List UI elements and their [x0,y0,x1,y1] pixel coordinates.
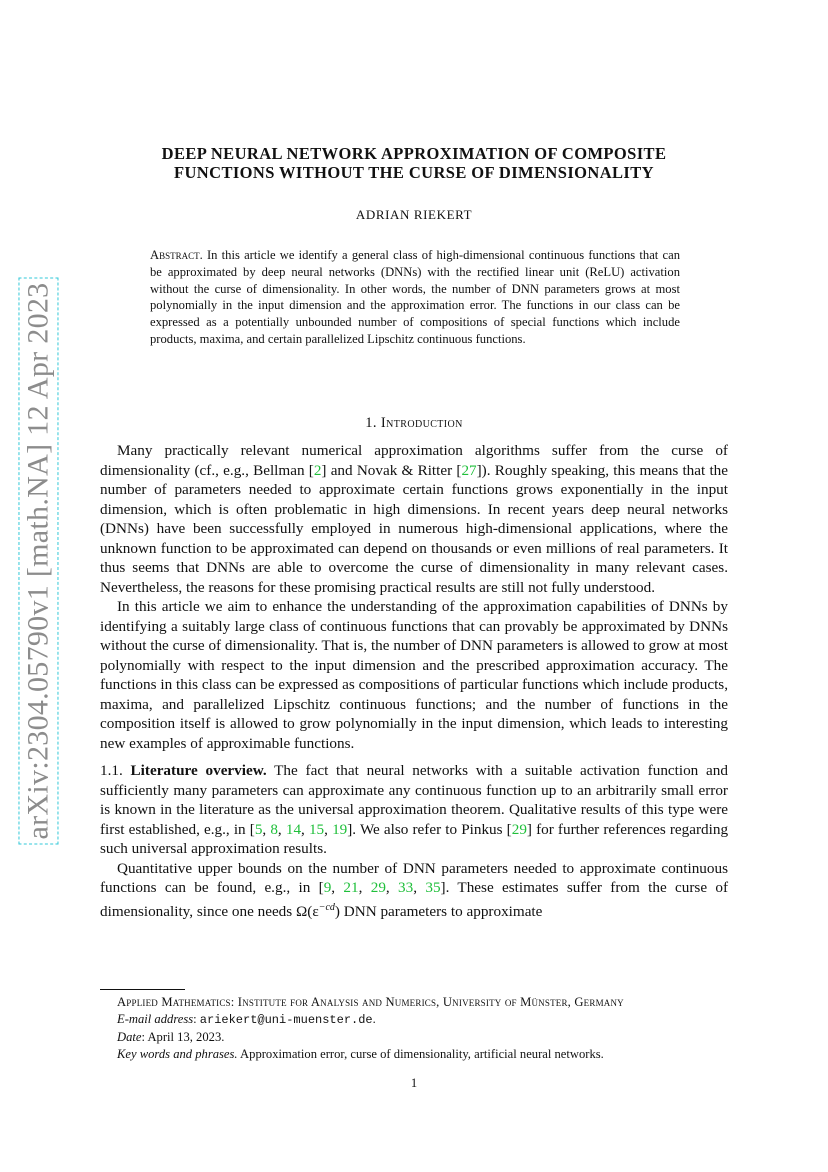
paragraph-4: Quantitative upper bounds on the number of DNN parameters needed to approximate continuous functions can be found, e.g., in [9, 21, 29, 33, 35]. These estimates suffer from the curse of dimensionality, since one needs $\Omega(\varepsilon^{-cd})$ DNN parameters to approximate [100,859,729,920]
footnote-date: Date: April 13, 2023. [117,1030,225,1044]
section-heading-introduction: 1. Introduction [365,415,463,431]
citation-link[interactable]: 35 [425,879,441,896]
text-span: ] and Novak & Ritter [ [321,461,462,479]
abstract [150,247,680,348]
footnote-affiliation: Applied Mathematics: Institute for Analysis and Numerics, University of Münster, Germany [117,995,624,1009]
citation-link[interactable]: 29 [370,879,386,896]
subsection-heading: Literature overview. [130,762,267,779]
email-address[interactable]: ariekert@uni-muenster.de [199,1013,373,1027]
body-text [100,441,728,921]
citation-link[interactable]: 27 [461,461,477,479]
text-span: ) DNN parameters to approximate [334,902,543,920]
citation-link[interactable]: 29 [511,820,527,838]
citation-link[interactable]: 21 [343,879,359,896]
citation-link[interactable]: 15 [308,820,325,838]
subsection-number: 1.1. [100,762,123,779]
abstract-label: Abstract. [150,248,203,262]
citation-link[interactable]: 2 [313,461,322,479]
text-span: Many practically relevant numerical approximation algorithms suffer from the curse of dimensionality (cf., e.g., Bellman [ [100,442,728,479]
text-span: ]). Roughly speaking, this means that the number of parameters needed to approximate certain functions grows exponentially in the input dimension, which is often problematic in high dimensions. In recent years deep neural networks (DNNs) have been successfully employed in numerous high-dimensional applications, where the unknown function to be approximated can depend on thousands or even millions of real parameters. It thus seems that DNNs are able to overcome the curse of dimensionality in many relevant cases. Nevertheless, the reasons for these promising practical results are still not fully understood. [100,461,728,596]
text-span: ]. We also refer to Pinkus [ [347,820,512,838]
citation-link[interactable]: 33 [398,879,414,896]
paper-title [100,144,728,182]
text-span: Quantitative upper bounds on the number of DNN parameters needed to approximate continuous functions can be found, e.g., in [ [100,859,728,896]
footnote-rule [100,989,185,990]
arxiv-stamp [18,282,58,839]
date-label: Date [117,1030,142,1044]
text-span: ] for further references regarding such universal approximation results. [100,820,729,857]
title-line-1: DEEP NEURAL NETWORK APPROXIMATION OF COMPOSITE [161,144,667,163]
math-exponent: −cd [318,901,335,913]
email-label: E-mail address [117,1012,194,1026]
page-number: 1 [410,1076,418,1090]
text-span: ]. These estimates suffer from the curse of dimensionality, since one needs Ω(ε [100,879,729,920]
arxiv-stamp-text[interactable]: arXiv:2304.05790v1 [math.NA] 12 Apr 2023 [21,282,54,839]
abstract-text: In this article we identify a general class of high-dimensional continuous functions that can be approximated by deep neural networks (DNNs) with the rectified linear unit (ReLU) activation without the curse of dimensionality. In other words, the number of DNN parameters grows at most polynomially in the input dimension and the approximation error. The functions in our class can be expressed as a potentially unbounded number of compositions of special functions which include products, maxima, and certain parallelized Lipschitz continuous functions. [150,248,680,346]
footnote-keywords [100,1046,728,1063]
keywords-value: Approximation error, curse of dimensionality, artificial neural networks. [240,1047,604,1061]
footnote-email: E-mail address: ariekert@uni-muenster.de. [117,1012,376,1027]
author: ADRIAN RIEKERT [355,207,473,222]
citation-link[interactable]: 5 [254,820,263,838]
citation-link[interactable]: 14 [285,820,302,838]
date-value: April 13, 2023. [147,1030,225,1044]
keywords-label: Key words and phrases. [117,1047,238,1061]
citation-link[interactable]: 19 [332,820,348,838]
title-line-2: FUNCTIONS WITHOUT THE CURSE OF DIMENSIONALITY [174,163,654,182]
subsection-literature-overview: 1.1. Literature overview. The fact that neural networks with a suitable activation function and sufficiently many parameters can approximate any continuous function up to an arbitrarily small error is known in the literature as the universal approximation theorem. Qualitative results of this type were first established, e.g., in [5, 8, 14, 15, 19]. We also refer to Pinkus [29] for further references regarding such universal approximation results. [100,762,729,857]
citation-link[interactable]: 9 [323,879,332,896]
paragraph-2: In this article we aim to enhance the understanding of the approximation capabilities of DNNs by identifying a suitably large class of continuous functions that can provably be approximated by DNNs without the curse of dimensionality. That is, the number of DNN parameters is allowed to grow at most polynomially with respect to the input dimension and the prescribed approximation accuracy. The functions in this class can be expressed as compositions of particular functions which include products, maxima, and parallelized Lipschitz continuous functions; and the number of functions in the composition itself is allowed to grow polynomially in the input dimension, which leads to interesting new examples of approximable functions. [100,598,728,752]
paragraph-1 [100,441,728,597]
footnotes [100,994,728,1063]
citation-link[interactable]: 8 [270,820,278,838]
text-span: The fact that neural networks with a suitable activation function and sufficiently many parameters can approximate any continuous function up to an arbitrarily small error is known in the literature as the universal approximation theorem. Qualitative results of this type were first established, e.g., in [ [100,762,728,838]
